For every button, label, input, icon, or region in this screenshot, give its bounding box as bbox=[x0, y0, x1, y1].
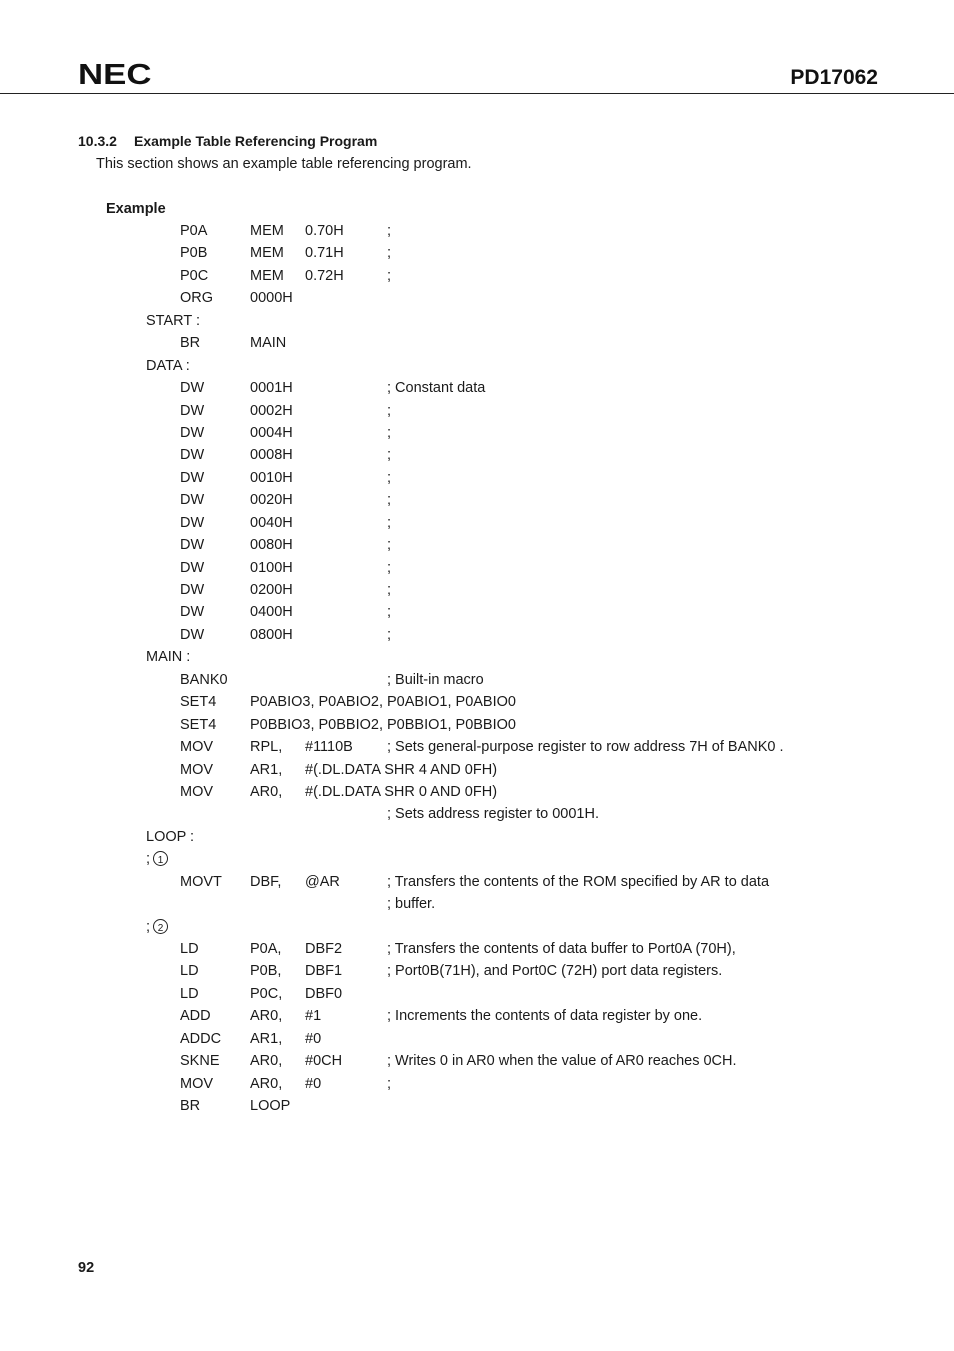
code-operand-1 bbox=[250, 985, 282, 1003]
code-label-text: ; bbox=[146, 851, 151, 868]
code-comment-text: ; Transfers the contents of the ROM specified by AR to data bbox=[387, 873, 770, 890]
code-line bbox=[0, 937, 954, 959]
code-operand-1-text: MEM bbox=[250, 245, 284, 262]
code-opcode bbox=[180, 289, 213, 307]
code-opcode-text: BR bbox=[180, 335, 201, 352]
code-line bbox=[0, 421, 954, 443]
code-comment-text: ; bbox=[387, 1075, 392, 1092]
code-comment-text: ; Sets address register to 0001H. bbox=[387, 806, 599, 823]
section-number: 10.3.2 bbox=[78, 133, 117, 149]
code-operand-1-text: RPL, bbox=[250, 739, 283, 756]
code-operand-2 bbox=[305, 783, 497, 801]
code-comment-text: ; bbox=[387, 582, 392, 598]
code-line bbox=[0, 511, 954, 533]
nec-logo: NEC bbox=[78, 59, 152, 91]
code-comment bbox=[387, 603, 391, 621]
code-opcode-text: DW bbox=[180, 424, 205, 441]
code-operand-1 bbox=[250, 761, 282, 779]
code-operand-1 bbox=[250, 446, 293, 464]
code-comment bbox=[387, 222, 391, 240]
code-opcode-text: DW bbox=[180, 559, 205, 576]
code-label bbox=[146, 648, 190, 666]
code-operand-1 bbox=[250, 581, 293, 599]
code-operand-1-text: AR0, bbox=[250, 1008, 283, 1025]
code-operand-1-text: 0010H bbox=[250, 469, 293, 486]
code-operand-2-text: #0 bbox=[305, 1075, 322, 1092]
code-line bbox=[0, 892, 954, 914]
code-opcode-text: DW bbox=[180, 380, 205, 397]
code-operand-1-text: 0002H bbox=[250, 402, 293, 419]
code-comment bbox=[387, 379, 485, 397]
code-operand-1 bbox=[250, 267, 284, 285]
part-number: PD17062 bbox=[790, 66, 878, 89]
code-opcode bbox=[180, 1097, 200, 1115]
code-comment bbox=[387, 267, 391, 285]
code-operand-1-text: AR1, bbox=[250, 761, 283, 778]
code-operand-1-text: 0040H bbox=[250, 514, 293, 531]
code-opcode-text: DW bbox=[180, 402, 205, 419]
code-comment-text: ; Built-in macro bbox=[387, 671, 484, 688]
code-operand-2-text: #1110B bbox=[305, 739, 353, 756]
code-opcode bbox=[180, 402, 204, 420]
code-line bbox=[0, 488, 954, 510]
code-operand-1 bbox=[250, 603, 293, 621]
code-operand-2 bbox=[305, 222, 344, 240]
code-line bbox=[0, 758, 954, 780]
code-opcode-text: MOV bbox=[180, 783, 214, 800]
code-opcode bbox=[180, 536, 204, 554]
code-comment bbox=[387, 962, 722, 980]
code-opcode bbox=[180, 334, 200, 352]
code-line bbox=[0, 219, 954, 241]
code-opcode-text: DW bbox=[180, 514, 205, 531]
code-operand-2 bbox=[305, 1030, 321, 1048]
code-operand-1 bbox=[250, 1052, 282, 1070]
code-opcode bbox=[180, 424, 204, 442]
code-operand-2-text: #1 bbox=[305, 1008, 322, 1025]
code-opcode bbox=[180, 940, 199, 958]
code-operand-1 bbox=[250, 379, 293, 397]
code-comment bbox=[387, 626, 391, 644]
step-marker: 2 bbox=[153, 919, 168, 934]
code-opcode bbox=[180, 1052, 220, 1070]
code-operand-1 bbox=[250, 783, 282, 801]
code-operand-1-text: P0BBIO3, P0BBIO2, P0BBIO1, P0BBIO0 bbox=[250, 716, 516, 733]
section-heading bbox=[78, 132, 377, 150]
code-operand-1-text: AR0, bbox=[250, 1075, 283, 1092]
code-opcode-text: DW bbox=[180, 537, 205, 554]
code-operand-2-text: DBF2 bbox=[305, 941, 343, 957]
section-intro: This section shows an example table referencing program. bbox=[96, 156, 472, 172]
code-operand-1-text: AR0, bbox=[250, 1053, 283, 1070]
code-comment bbox=[387, 1075, 391, 1093]
code-operand-1-text: 0400H bbox=[250, 604, 293, 621]
code-operand-1 bbox=[250, 289, 293, 307]
code-operand-1 bbox=[250, 244, 284, 262]
code-comment-text: ; bbox=[387, 514, 392, 531]
page-number: 92 bbox=[78, 1260, 95, 1276]
code-line bbox=[0, 623, 954, 645]
code-comment-text: ; bbox=[387, 469, 392, 486]
code-opcode-text: MOVT bbox=[180, 873, 222, 890]
code-operand-1 bbox=[250, 402, 293, 420]
code-line bbox=[0, 533, 954, 555]
code-opcode bbox=[180, 469, 204, 487]
code-operand-2-text: 0.70H bbox=[305, 223, 344, 239]
code-opcode-text: ADDC bbox=[180, 1030, 222, 1047]
code-operand-2-text: DBF0 bbox=[305, 985, 343, 1002]
code-operand-1-text: MAIN bbox=[250, 335, 287, 352]
code-opcode-text: P0C bbox=[180, 267, 209, 284]
code-opcode-text: ORG bbox=[180, 290, 214, 307]
code-line bbox=[0, 1027, 954, 1049]
code-comment-text: ; buffer. bbox=[387, 896, 436, 913]
code-comment-text: ; bbox=[387, 223, 392, 239]
code-opcode-text: DW bbox=[180, 492, 205, 509]
code-operand-2-text: DBF1 bbox=[305, 963, 343, 980]
code-operand-2 bbox=[305, 1075, 321, 1093]
code-label-text: ; bbox=[146, 918, 151, 935]
code-line bbox=[0, 1072, 954, 1094]
code-operand-2 bbox=[305, 1007, 321, 1025]
code-opcode-text: ADD bbox=[180, 1008, 211, 1025]
code-opcode-text: P0A bbox=[180, 223, 208, 239]
code-operand-1 bbox=[250, 1097, 290, 1115]
code-comment bbox=[387, 244, 391, 262]
code-comment-text: ; Transfers the contents of data buffer to Port0A (70H), bbox=[387, 941, 736, 957]
code-opcode bbox=[180, 716, 216, 734]
code-comment-text: ; bbox=[387, 492, 392, 509]
code-comment bbox=[387, 873, 769, 891]
code-comment-text: ; bbox=[387, 267, 392, 284]
step-marker: 1 bbox=[153, 851, 168, 866]
code-label-text: START : bbox=[146, 312, 200, 329]
code-operand-1 bbox=[250, 873, 281, 891]
code-opcode-text: DW bbox=[180, 626, 205, 643]
code-line bbox=[0, 1049, 954, 1071]
code-operand-2-text: 0.72H bbox=[305, 267, 344, 284]
code-comment-text: ; Increments the contents of data register by one. bbox=[387, 1008, 703, 1025]
code-operand-1 bbox=[250, 491, 293, 509]
code-label-text: MAIN : bbox=[146, 649, 191, 666]
code-comment bbox=[387, 536, 391, 554]
code-operand-1 bbox=[250, 626, 293, 644]
code-operand-2-text: #(.DL.DATA SHR 0 AND 0FH) bbox=[305, 783, 498, 800]
code-opcode-text: MOV bbox=[180, 761, 214, 778]
code-opcode bbox=[180, 693, 216, 711]
code-opcode bbox=[180, 761, 213, 779]
code-opcode-text: DW bbox=[180, 604, 205, 621]
code-line bbox=[0, 443, 954, 465]
code-operand-1 bbox=[250, 514, 293, 532]
code-line bbox=[0, 354, 954, 376]
code-operand-2 bbox=[305, 267, 344, 285]
code-comment-text: ; bbox=[387, 402, 392, 419]
code-operand-1-text: 0001H bbox=[250, 380, 293, 397]
code-operand-2-text: @AR bbox=[305, 873, 340, 890]
code-opcode-text: LD bbox=[180, 985, 199, 1002]
code-line bbox=[0, 825, 954, 847]
code-line bbox=[0, 915, 954, 937]
code-comment-text: ; bbox=[387, 245, 392, 262]
code-operand-1-text: P0B, bbox=[250, 963, 282, 980]
code-opcode-text: SET4 bbox=[180, 716, 217, 733]
code-operand-2 bbox=[305, 244, 344, 262]
code-line bbox=[0, 399, 954, 421]
code-operand-1 bbox=[250, 693, 516, 711]
code-operand-1 bbox=[250, 469, 293, 487]
code-comment bbox=[387, 469, 391, 487]
code-comment-text: ; bbox=[387, 424, 392, 441]
code-opcode-text: SET4 bbox=[180, 694, 217, 711]
code-opcode bbox=[180, 222, 207, 240]
code-opcode-text: BANK0 bbox=[180, 671, 228, 688]
code-opcode bbox=[180, 559, 204, 577]
code-operand-1-text: 0080H bbox=[250, 537, 293, 554]
code-comment bbox=[387, 514, 391, 532]
code-comment bbox=[387, 1007, 702, 1025]
code-listing bbox=[0, 219, 954, 1117]
code-label-text: DATA : bbox=[146, 357, 190, 374]
code-line bbox=[0, 645, 954, 667]
code-line bbox=[0, 802, 954, 824]
code-opcode bbox=[180, 379, 204, 397]
code-comment-text: ; bbox=[387, 604, 392, 621]
code-opcode bbox=[180, 581, 204, 599]
code-comment bbox=[387, 491, 391, 509]
code-operand-2 bbox=[305, 985, 342, 1003]
code-line bbox=[0, 578, 954, 600]
code-opcode bbox=[180, 1007, 211, 1025]
code-line bbox=[0, 331, 954, 353]
code-comment bbox=[387, 940, 736, 958]
code-comment bbox=[387, 559, 391, 577]
code-comment-text: ; bbox=[387, 447, 392, 464]
code-opcode bbox=[180, 1030, 221, 1048]
code-line bbox=[0, 376, 954, 398]
code-line bbox=[0, 668, 954, 690]
code-opcode bbox=[180, 514, 204, 532]
code-operand-1-text: LOOP bbox=[250, 1098, 291, 1115]
code-operand-1-text: 0020H bbox=[250, 492, 293, 509]
code-opcode bbox=[180, 671, 228, 689]
code-opcode bbox=[180, 1075, 213, 1093]
code-opcode bbox=[180, 244, 207, 262]
code-operand-1-text: P0A, bbox=[250, 941, 282, 957]
code-opcode bbox=[180, 626, 204, 644]
code-comment-text: ; bbox=[387, 537, 392, 554]
code-operand-2-text: #0 bbox=[305, 1030, 322, 1047]
code-line bbox=[0, 466, 954, 488]
code-operand-1 bbox=[250, 962, 281, 980]
code-label-text: LOOP : bbox=[146, 828, 195, 845]
code-line bbox=[0, 690, 954, 712]
code-line bbox=[0, 847, 954, 869]
code-operand-1 bbox=[250, 1030, 282, 1048]
code-operand-2 bbox=[305, 962, 342, 980]
code-comment-text: ; Constant data bbox=[387, 380, 486, 397]
code-operand-1-text: 0008H bbox=[250, 447, 293, 464]
code-opcode bbox=[180, 873, 222, 891]
code-operand-1-text: MEM bbox=[250, 223, 284, 239]
code-line bbox=[0, 735, 954, 757]
code-operand-1-text: P0ABIO3, P0ABIO2, P0ABIO1, P0ABIO0 bbox=[250, 694, 516, 711]
code-opcode-text: LD bbox=[180, 963, 199, 980]
header-rule bbox=[0, 93, 954, 94]
code-operand-1-text: 0800H bbox=[250, 626, 293, 643]
code-opcode bbox=[180, 783, 213, 801]
code-operand-2 bbox=[305, 1052, 342, 1070]
code-line bbox=[0, 780, 954, 802]
section-title: Example Table Referencing Program bbox=[134, 133, 378, 149]
code-line bbox=[0, 241, 954, 263]
code-line bbox=[0, 713, 954, 735]
code-operand-2 bbox=[305, 873, 340, 891]
code-operand-1 bbox=[250, 334, 286, 352]
code-operand-1-text: 0004H bbox=[250, 424, 293, 441]
code-comment bbox=[387, 895, 435, 913]
code-label bbox=[146, 828, 194, 846]
code-label bbox=[146, 850, 168, 868]
code-label bbox=[146, 357, 190, 375]
code-line bbox=[0, 264, 954, 286]
code-operand-1 bbox=[250, 716, 516, 734]
code-comment bbox=[387, 402, 391, 420]
code-comment-text: ; Writes 0 in AR0 when the value of AR0 reaches 0CH. bbox=[387, 1053, 737, 1070]
code-operand-2-text: 0.71H bbox=[305, 245, 344, 262]
code-operand-1-text: AR1, bbox=[250, 1030, 283, 1047]
code-line bbox=[0, 982, 954, 1004]
code-comment bbox=[387, 581, 391, 599]
code-comment-text: ; bbox=[387, 559, 392, 576]
code-operand-1-text: MEM bbox=[250, 267, 284, 284]
code-opcode-text: DW bbox=[180, 469, 205, 486]
code-operand-1-text: 0100H bbox=[250, 559, 293, 576]
code-opcode-text: DW bbox=[180, 582, 205, 598]
code-comment-text: ; Port0B(71H), and Port0C (72H) port data registers. bbox=[387, 963, 723, 980]
code-operand-1 bbox=[250, 1007, 282, 1025]
code-comment bbox=[387, 1052, 737, 1070]
code-comment bbox=[387, 805, 599, 823]
code-comment-text: ; Sets general-purpose register to row address 7H of BANK0 . bbox=[387, 739, 784, 756]
code-comment bbox=[387, 671, 484, 689]
code-opcode-text: SKNE bbox=[180, 1053, 220, 1070]
code-operand-1 bbox=[250, 424, 293, 442]
code-opcode-text: BR bbox=[180, 1098, 201, 1115]
code-opcode-text: DW bbox=[180, 447, 205, 464]
code-operand-1-text: 0200H bbox=[250, 582, 293, 598]
code-operand-1 bbox=[250, 1075, 282, 1093]
code-label bbox=[146, 312, 200, 330]
example-label: Example bbox=[106, 201, 166, 217]
code-comment bbox=[387, 424, 391, 442]
code-line bbox=[0, 556, 954, 578]
code-operand-1-text: AR0, bbox=[250, 783, 283, 800]
code-line bbox=[0, 1004, 954, 1026]
code-comment-text: ; bbox=[387, 626, 392, 643]
code-line bbox=[0, 600, 954, 622]
code-opcode bbox=[180, 985, 199, 1003]
code-line bbox=[0, 1094, 954, 1116]
code-operand-1-text: DBF, bbox=[250, 873, 282, 890]
code-opcode bbox=[180, 603, 204, 621]
code-opcode bbox=[180, 491, 204, 509]
code-opcode bbox=[180, 738, 213, 756]
code-operand-2-text: #(.DL.DATA SHR 4 AND 0FH) bbox=[305, 761, 498, 778]
code-operand-2 bbox=[305, 940, 342, 958]
code-operand-1-text: 0000H bbox=[250, 290, 293, 307]
code-operand-2 bbox=[305, 761, 497, 779]
code-opcode-text: MOV bbox=[180, 739, 214, 756]
code-line bbox=[0, 870, 954, 892]
code-label bbox=[146, 918, 168, 936]
code-comment bbox=[387, 738, 784, 756]
code-opcode-text: LD bbox=[180, 941, 199, 957]
code-line bbox=[0, 286, 954, 308]
code-operand-1 bbox=[250, 738, 282, 756]
code-opcode bbox=[180, 962, 199, 980]
code-operand-1 bbox=[250, 222, 284, 240]
code-operand-1-text: P0C, bbox=[250, 985, 283, 1002]
code-operand-1 bbox=[250, 559, 293, 577]
code-operand-2 bbox=[305, 738, 353, 756]
code-operand-2-text: #0CH bbox=[305, 1053, 343, 1070]
code-opcode bbox=[180, 267, 208, 285]
code-operand-1 bbox=[250, 940, 281, 958]
code-operand-1 bbox=[250, 536, 293, 554]
code-line bbox=[0, 959, 954, 981]
code-opcode-text: P0B bbox=[180, 245, 208, 262]
code-comment bbox=[387, 446, 391, 464]
code-opcode bbox=[180, 446, 204, 464]
code-opcode-text: MOV bbox=[180, 1075, 214, 1092]
code-line bbox=[0, 309, 954, 331]
